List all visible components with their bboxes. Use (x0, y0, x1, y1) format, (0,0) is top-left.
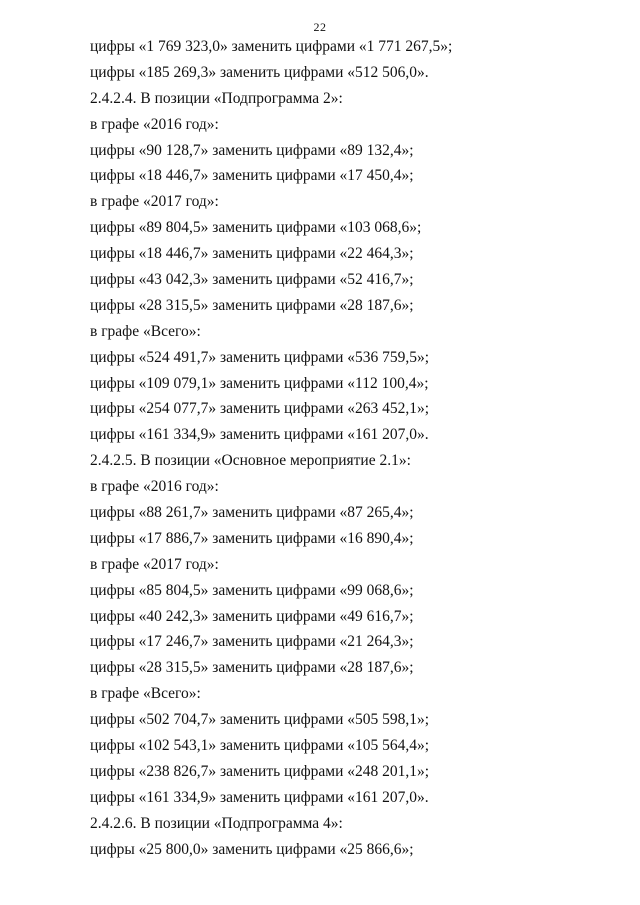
replacement-line: цифры «185 269,3» заменить цифрами «512 506,0». (90, 63, 429, 81)
replacement-line: цифры «524 491,7» заменить цифрами «536 759,5»; (90, 348, 430, 366)
replacement-line: цифры «28 315,5» заменить цифрами «28 187,6»; (90, 659, 414, 677)
replacement-line: цифры «18 446,7» заменить цифрами «17 450,4»; (90, 167, 414, 185)
replacement-line: цифры «254 077,7» заменить цифрами «263 452,1»; (90, 400, 430, 418)
page-number: 22 (313, 20, 327, 34)
replacement-line: цифры «90 128,7» заменить цифрами «89 132,4»; (90, 141, 414, 159)
replacement-line: цифры «17 886,7» заменить цифрами «16 890,4»; (90, 529, 414, 547)
replacement-line: цифры «43 042,3» заменить цифрами «52 416,7»; (90, 271, 414, 289)
replacement-line: цифры «109 079,1» заменить цифрами «112 100,4»; (90, 374, 429, 392)
column-heading: в графе «2016 год»: (90, 478, 219, 496)
section-heading: 2.4.2.6. В позиции «Подпрограмма 4»: (90, 814, 343, 832)
replacement-line: цифры «88 261,7» заменить цифрами «87 265,4»; (90, 504, 414, 522)
column-heading: в графе «Всего»: (90, 685, 201, 703)
replacement-line: цифры «1 769 323,0» заменить цифрами «1 771 267,5»; (90, 38, 453, 55)
replacement-line: цифры «25 800,0» заменить цифрами «25 866,6»; (90, 840, 414, 858)
replacement-line: цифры «502 704,7» заменить цифрами «505 598,1»; (90, 711, 430, 729)
column-heading: в графе «Всего»: (90, 322, 201, 340)
column-heading: в графе «2017 год»: (90, 555, 219, 573)
column-heading: в графе «2017 год»: (90, 193, 219, 211)
section-heading: 2.4.2.5. В позиции «Основное мероприятие 2.1»: (90, 452, 411, 470)
replacement-line: цифры «17 246,7» заменить цифрами «21 264,3»; (90, 633, 414, 651)
replacement-line: цифры «161 334,9» заменить цифрами «161 207,0». (90, 788, 429, 806)
replacement-line: цифры «28 315,5» заменить цифрами «28 187,6»; (90, 296, 414, 314)
section-heading: 2.4.2.4. В позиции «Подпрограмма 2»: (90, 89, 343, 107)
column-heading: в графе «2016 год»: (90, 115, 219, 133)
replacement-line: цифры «89 804,5» заменить цифрами «103 068,6»; (90, 219, 422, 237)
replacement-line: цифры «161 334,9» заменить цифрами «161 207,0». (90, 426, 429, 444)
replacement-line: цифры «238 826,7» заменить цифрами «248 201,1»; (90, 762, 430, 780)
replacement-line: цифры «18 446,7» заменить цифрами «22 464,3»; (90, 245, 414, 263)
document-body (0, 34, 640, 863)
replacement-line: цифры «102 543,1» заменить цифрами «105 564,4»; (90, 737, 430, 755)
replacement-line: цифры «40 242,3» заменить цифрами «49 616,7»; (90, 607, 414, 625)
replacement-line: цифры «85 804,5» заменить цифрами «99 068,6»; (90, 581, 414, 599)
